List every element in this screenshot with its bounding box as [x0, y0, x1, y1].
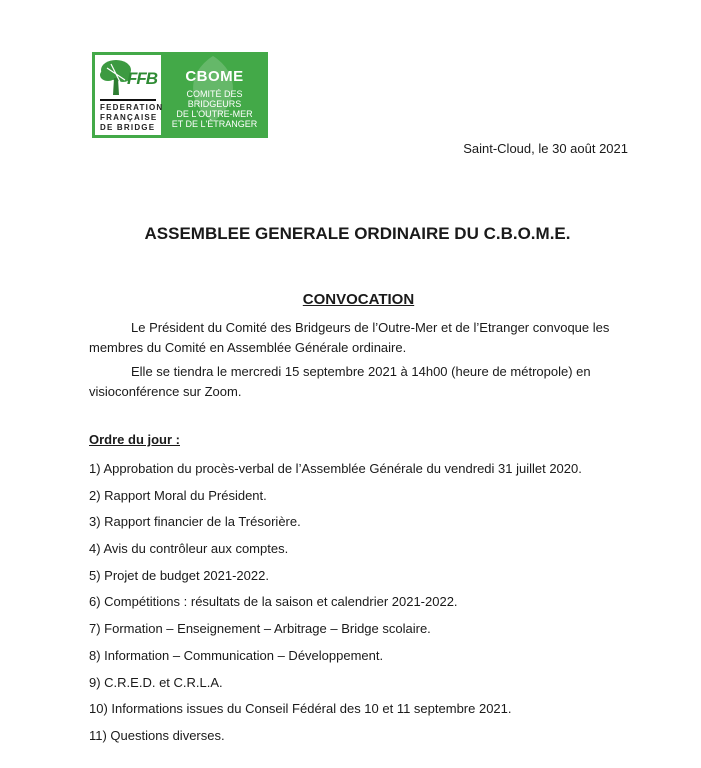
agenda-item: 9) C.R.E.D. et C.R.L.A. [89, 674, 223, 690]
agenda-item: 3) Rapport financier de la Trésorière. [89, 514, 301, 530]
meeting-details-text: Elle se tiendra le mercredi 15 septembre 2021 à 14h00 (heure de métropole) en visioconférence sur Zoom. [89, 364, 591, 399]
agenda-list [89, 460, 582, 754]
cbome-line: ET DE L'ÉTRANGER [171, 119, 258, 129]
meeting-details-paragraph [89, 362, 629, 402]
agenda-item: 7) Formation – Enseignement – Arbitrage – Bridge scolaire. [89, 621, 431, 637]
agenda-item: 5) Projet de budget 2021-2022. [89, 567, 269, 583]
intro-paragraph [89, 318, 629, 358]
place-date: Saint-Cloud, le 30 août 2021 [463, 141, 628, 156]
document-title: ASSEMBLEE GENERALE ORDINAIRE DU C.B.O.M.E. [144, 224, 571, 243]
cbome-line: DE L'OUTRE-MER [176, 109, 253, 119]
cbome-logo-subtitle [161, 89, 268, 129]
convocation-heading: CONVOCATION [302, 291, 415, 308]
agenda-item: 6) Compétitions : résultats de la saison et calendrier 2021-2022. [89, 594, 458, 610]
agenda-item: 8) Information – Communication – Développement. [89, 647, 384, 663]
agenda-item: 4) Avis du contrôleur aux comptes. [89, 541, 289, 557]
agenda-heading: Ordre du jour : [89, 432, 180, 447]
agenda-item: 2) Rapport Moral du Président. [89, 487, 267, 503]
logo-divider [100, 99, 156, 101]
cbome-logo-title: CBOME [185, 68, 244, 85]
cbome-logo-panel [161, 52, 268, 138]
agenda-item: 10) Informations issues du Conseil Fédéral des 10 et 11 septembre 2021. [89, 701, 512, 717]
federation-line: FRANÇAISE [100, 113, 158, 122]
federation-line: DE BRIDGE [100, 123, 156, 132]
cbome-line: COMITÉ DES BRIDGEURS [186, 89, 243, 109]
ffb-logo-text: FFB [127, 69, 158, 88]
agenda-item: 1) Approbation du procès-verbal de l’Assemblée Générale du vendredi 31 juillet 2020. [89, 461, 582, 476]
intro-paragraph-text: Le Président du Comité des Bridgeurs de l’Outre-Mer et de l’Etranger convoque les membres du Comité en Assemblée Générale ordinaire. [89, 320, 610, 355]
ffb-logo-panel [95, 55, 164, 135]
federation-line: FEDERATION [100, 103, 164, 112]
agenda-item: 11) Questions diverses. [89, 727, 225, 743]
ffb-cbome-logo [92, 52, 268, 138]
federation-name [100, 103, 164, 133]
